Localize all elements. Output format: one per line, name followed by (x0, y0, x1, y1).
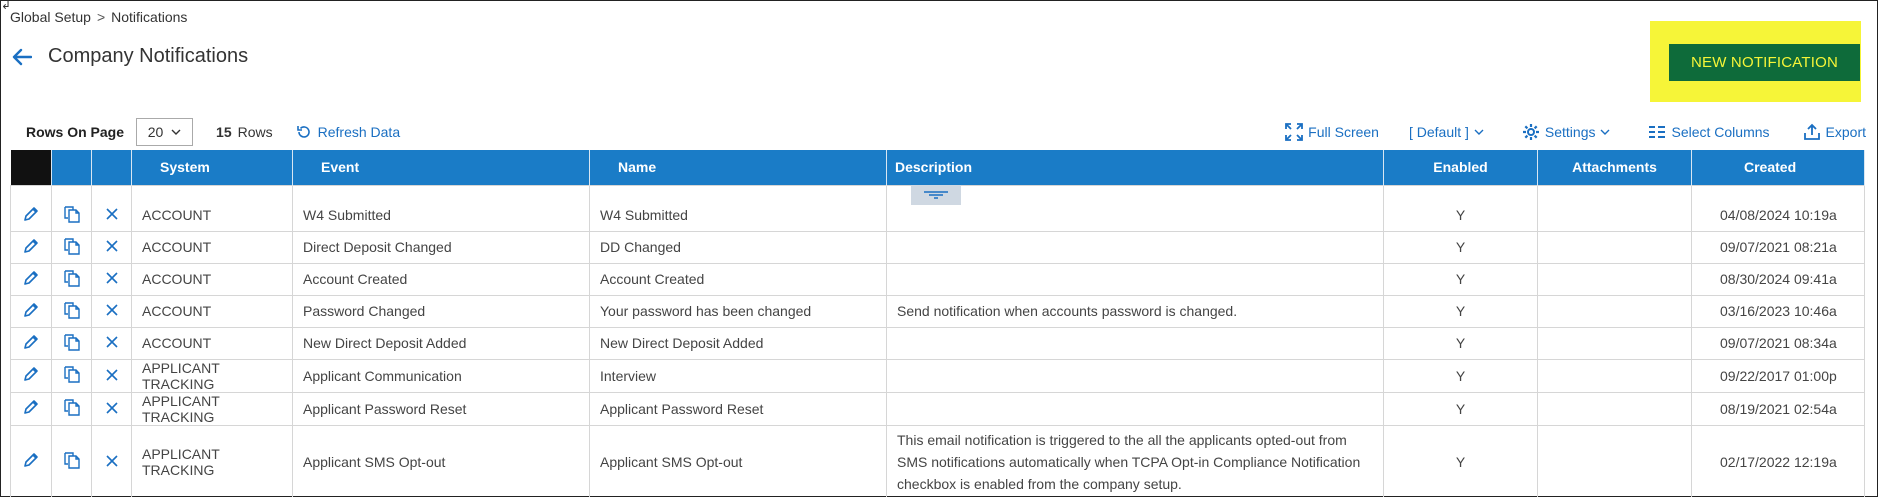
delete-cell[interactable] (92, 231, 132, 263)
rows-count-value: 15 (216, 124, 232, 140)
rows-on-page-select[interactable] (136, 118, 193, 146)
cell-event: Password Changed (293, 295, 590, 327)
edit-cell[interactable] (11, 359, 52, 392)
column-header-description[interactable]: Description (887, 150, 1384, 185)
cell-name: Applicant SMS Opt-out (590, 425, 887, 497)
delete-cell[interactable] (92, 295, 132, 327)
copy-cell[interactable] (52, 392, 92, 425)
copy-icon[interactable] (63, 242, 81, 258)
cell-event: Applicant SMS Opt-out (293, 425, 590, 497)
chevron-down-icon (171, 129, 181, 135)
rows-on-page-label: Rows On Page (26, 124, 125, 140)
cell-created: 08/30/2024 09:41a (1692, 263, 1865, 295)
header-select-cell (11, 150, 52, 185)
close-icon[interactable] (106, 207, 118, 223)
cell-enabled: Y (1384, 295, 1538, 327)
copy-icon[interactable] (63, 210, 81, 226)
cell-enabled: Y (1384, 425, 1538, 497)
breadcrumb-separator: > (96, 9, 106, 25)
full-screen-button[interactable] (1285, 123, 1379, 141)
cell-event: Account Created (293, 263, 590, 295)
gear-icon (1522, 123, 1540, 141)
select-columns-button[interactable] (1648, 124, 1769, 140)
cell-system: ACCOUNT (132, 263, 293, 295)
cell-description (887, 327, 1384, 359)
copy-icon[interactable] (63, 403, 81, 419)
edit-cell[interactable] (11, 392, 52, 425)
refresh-data-label: Refresh Data (317, 124, 401, 140)
title-row (12, 45, 248, 68)
cell-created: 09/07/2021 08:21a (1692, 231, 1865, 263)
pencil-icon[interactable] (22, 306, 40, 322)
header-delete-cell (92, 150, 132, 185)
cell-description (887, 185, 1384, 231)
copy-cell[interactable] (52, 263, 92, 295)
refresh-icon (296, 124, 312, 140)
close-icon[interactable] (106, 271, 118, 287)
cell-description (887, 263, 1384, 295)
cell-name: Your password has been changed (590, 295, 887, 327)
view-label: [ Default ] (1408, 124, 1469, 140)
edit-cell[interactable] (11, 327, 52, 359)
delete-cell[interactable] (92, 263, 132, 295)
copy-cell[interactable] (52, 425, 92, 497)
column-header-event[interactable]: Event (293, 150, 590, 185)
cell-created: 09/22/2017 01:00p (1692, 359, 1865, 392)
edit-cell[interactable] (11, 231, 52, 263)
edit-cell[interactable] (11, 185, 52, 231)
delete-cell[interactable] (92, 185, 132, 231)
cell-system: APPLICANT TRACKING (132, 392, 293, 425)
filter-lines-icon (923, 190, 949, 200)
cell-created: 09/07/2021 08:34a (1692, 327, 1865, 359)
edit-cell[interactable] (11, 425, 52, 497)
table-row (11, 425, 1865, 497)
settings-menu[interactable] (1522, 123, 1611, 141)
copy-icon[interactable] (63, 274, 81, 290)
copy-icon[interactable] (63, 338, 81, 354)
cell-system: ACCOUNT (132, 327, 293, 359)
back-arrow-icon[interactable] (12, 46, 34, 68)
edit-cell[interactable] (11, 263, 52, 295)
cell-attachments (1538, 425, 1692, 497)
pencil-icon[interactable] (22, 274, 40, 290)
new-notification-button[interactable]: NEW NOTIFICATION (1669, 44, 1860, 81)
copy-icon[interactable] (63, 306, 81, 322)
cell-enabled: Y (1384, 231, 1538, 263)
cell-enabled: Y (1384, 359, 1538, 392)
cell-name: Applicant Password Reset (590, 392, 887, 425)
copy-cell[interactable] (52, 327, 92, 359)
copy-icon[interactable] (63, 456, 81, 472)
chevron-down-icon (1600, 129, 1610, 135)
cell-attachments (1538, 263, 1692, 295)
cell-created: 04/08/2024 10:19a (1692, 185, 1865, 231)
table-row (11, 295, 1865, 327)
filter-toggle-tab[interactable] (911, 185, 961, 205)
pencil-icon[interactable] (22, 403, 40, 419)
cell-event: Direct Deposit Changed (293, 231, 590, 263)
copy-icon[interactable] (63, 370, 81, 386)
full-screen-label: Full Screen (1308, 124, 1379, 140)
close-icon[interactable] (106, 303, 118, 319)
table-row (11, 359, 1865, 392)
column-header-name[interactable]: Name (590, 150, 887, 185)
cell-name: W4 Submitted (590, 185, 887, 231)
pencil-icon[interactable] (22, 456, 40, 472)
columns-icon (1648, 125, 1666, 139)
toolbar (26, 117, 1866, 147)
cell-system: ACCOUNT (132, 185, 293, 231)
cell-system: ACCOUNT (132, 231, 293, 263)
cell-description (887, 359, 1384, 392)
export-icon (1803, 123, 1821, 141)
delete-cell[interactable] (92, 425, 132, 497)
header-copy-cell (52, 150, 92, 185)
edit-cell[interactable] (11, 295, 52, 327)
cell-attachments (1538, 327, 1692, 359)
cell-description (887, 231, 1384, 263)
close-icon[interactable] (106, 401, 118, 417)
copy-cell[interactable] (52, 185, 92, 231)
cell-enabled: Y (1384, 327, 1538, 359)
cell-name: Account Created (590, 263, 887, 295)
view-selector[interactable] (1409, 124, 1484, 140)
settings-label: Settings (1544, 124, 1596, 140)
column-header-attachments[interactable]: Attachments (1538, 150, 1692, 185)
close-icon[interactable] (106, 335, 118, 351)
cell-attachments (1538, 231, 1692, 263)
column-header-created[interactable]: Created (1692, 150, 1865, 185)
column-header-enabled[interactable]: Enabled (1384, 150, 1538, 185)
cursor-icon: ↲ (1, 0, 12, 12)
table-row (11, 231, 1865, 263)
export-label: Export (1825, 124, 1866, 140)
delete-cell[interactable] (92, 392, 132, 425)
rows-count-label: Rows (237, 124, 273, 140)
breadcrumb-parent[interactable]: Global Setup (10, 9, 91, 25)
close-icon[interactable] (106, 454, 118, 470)
copy-cell[interactable] (52, 295, 92, 327)
cell-attachments (1538, 185, 1692, 231)
cell-event: New Direct Deposit Added (293, 327, 590, 359)
column-header-system[interactable]: System (132, 150, 293, 185)
table-body (11, 185, 1865, 497)
cell-description (887, 392, 1384, 425)
pencil-icon[interactable] (22, 242, 40, 258)
cell-system: ACCOUNT (132, 295, 293, 327)
export-button[interactable] (1803, 123, 1866, 141)
cell-attachments (1538, 359, 1692, 392)
select-columns-label: Select Columns (1671, 124, 1770, 140)
refresh-data-button[interactable] (296, 124, 400, 140)
cell-enabled: Y (1384, 263, 1538, 295)
cell-enabled: Y (1384, 185, 1538, 231)
cell-system: APPLICANT TRACKING (132, 425, 293, 497)
page-title: Company Notifications (48, 45, 249, 67)
cell-enabled: Y (1384, 392, 1538, 425)
cell-created: 03/16/2023 10:46a (1692, 295, 1865, 327)
close-icon[interactable] (106, 239, 118, 255)
cell-attachments (1538, 295, 1692, 327)
cell-event: W4 Submitted (293, 185, 590, 231)
cell-name: DD Changed (590, 231, 887, 263)
pencil-icon[interactable] (22, 370, 40, 386)
pencil-icon[interactable] (22, 338, 40, 354)
table-header-row (11, 150, 1865, 185)
delete-cell[interactable] (92, 359, 132, 392)
cell-description: Send notification when accounts password is changed. (887, 295, 1384, 327)
table-row (11, 327, 1865, 359)
cell-name: Interview (590, 359, 887, 392)
pencil-icon[interactable] (22, 210, 40, 226)
copy-cell[interactable] (52, 231, 92, 263)
rows-on-page-value: 20 (147, 124, 164, 140)
chevron-down-icon (1474, 129, 1484, 135)
cell-name: New Direct Deposit Added (590, 327, 887, 359)
cell-created: 08/19/2021 02:54a (1692, 392, 1865, 425)
cell-attachments (1538, 392, 1692, 425)
close-icon[interactable] (106, 368, 118, 384)
delete-cell[interactable] (92, 327, 132, 359)
breadcrumb-current: Notifications (111, 9, 188, 25)
breadcrumb (10, 9, 187, 25)
cell-system: APPLICANT TRACKING (132, 359, 293, 392)
cell-created: 02/17/2022 12:19a (1692, 425, 1865, 497)
rows-count (216, 124, 273, 140)
copy-cell[interactable] (52, 359, 92, 392)
cell-description: This email notification is triggered to the all the applicants opted-out from SMS notifications automatically when TCPA Opt-in Compliance Notification checkbox is enabled from the company setup. (887, 425, 1384, 497)
expand-icon (1285, 123, 1303, 141)
table-row (11, 263, 1865, 295)
cell-event: Applicant Password Reset (293, 392, 590, 425)
table-row (11, 392, 1865, 425)
cell-event: Applicant Communication (293, 359, 590, 392)
